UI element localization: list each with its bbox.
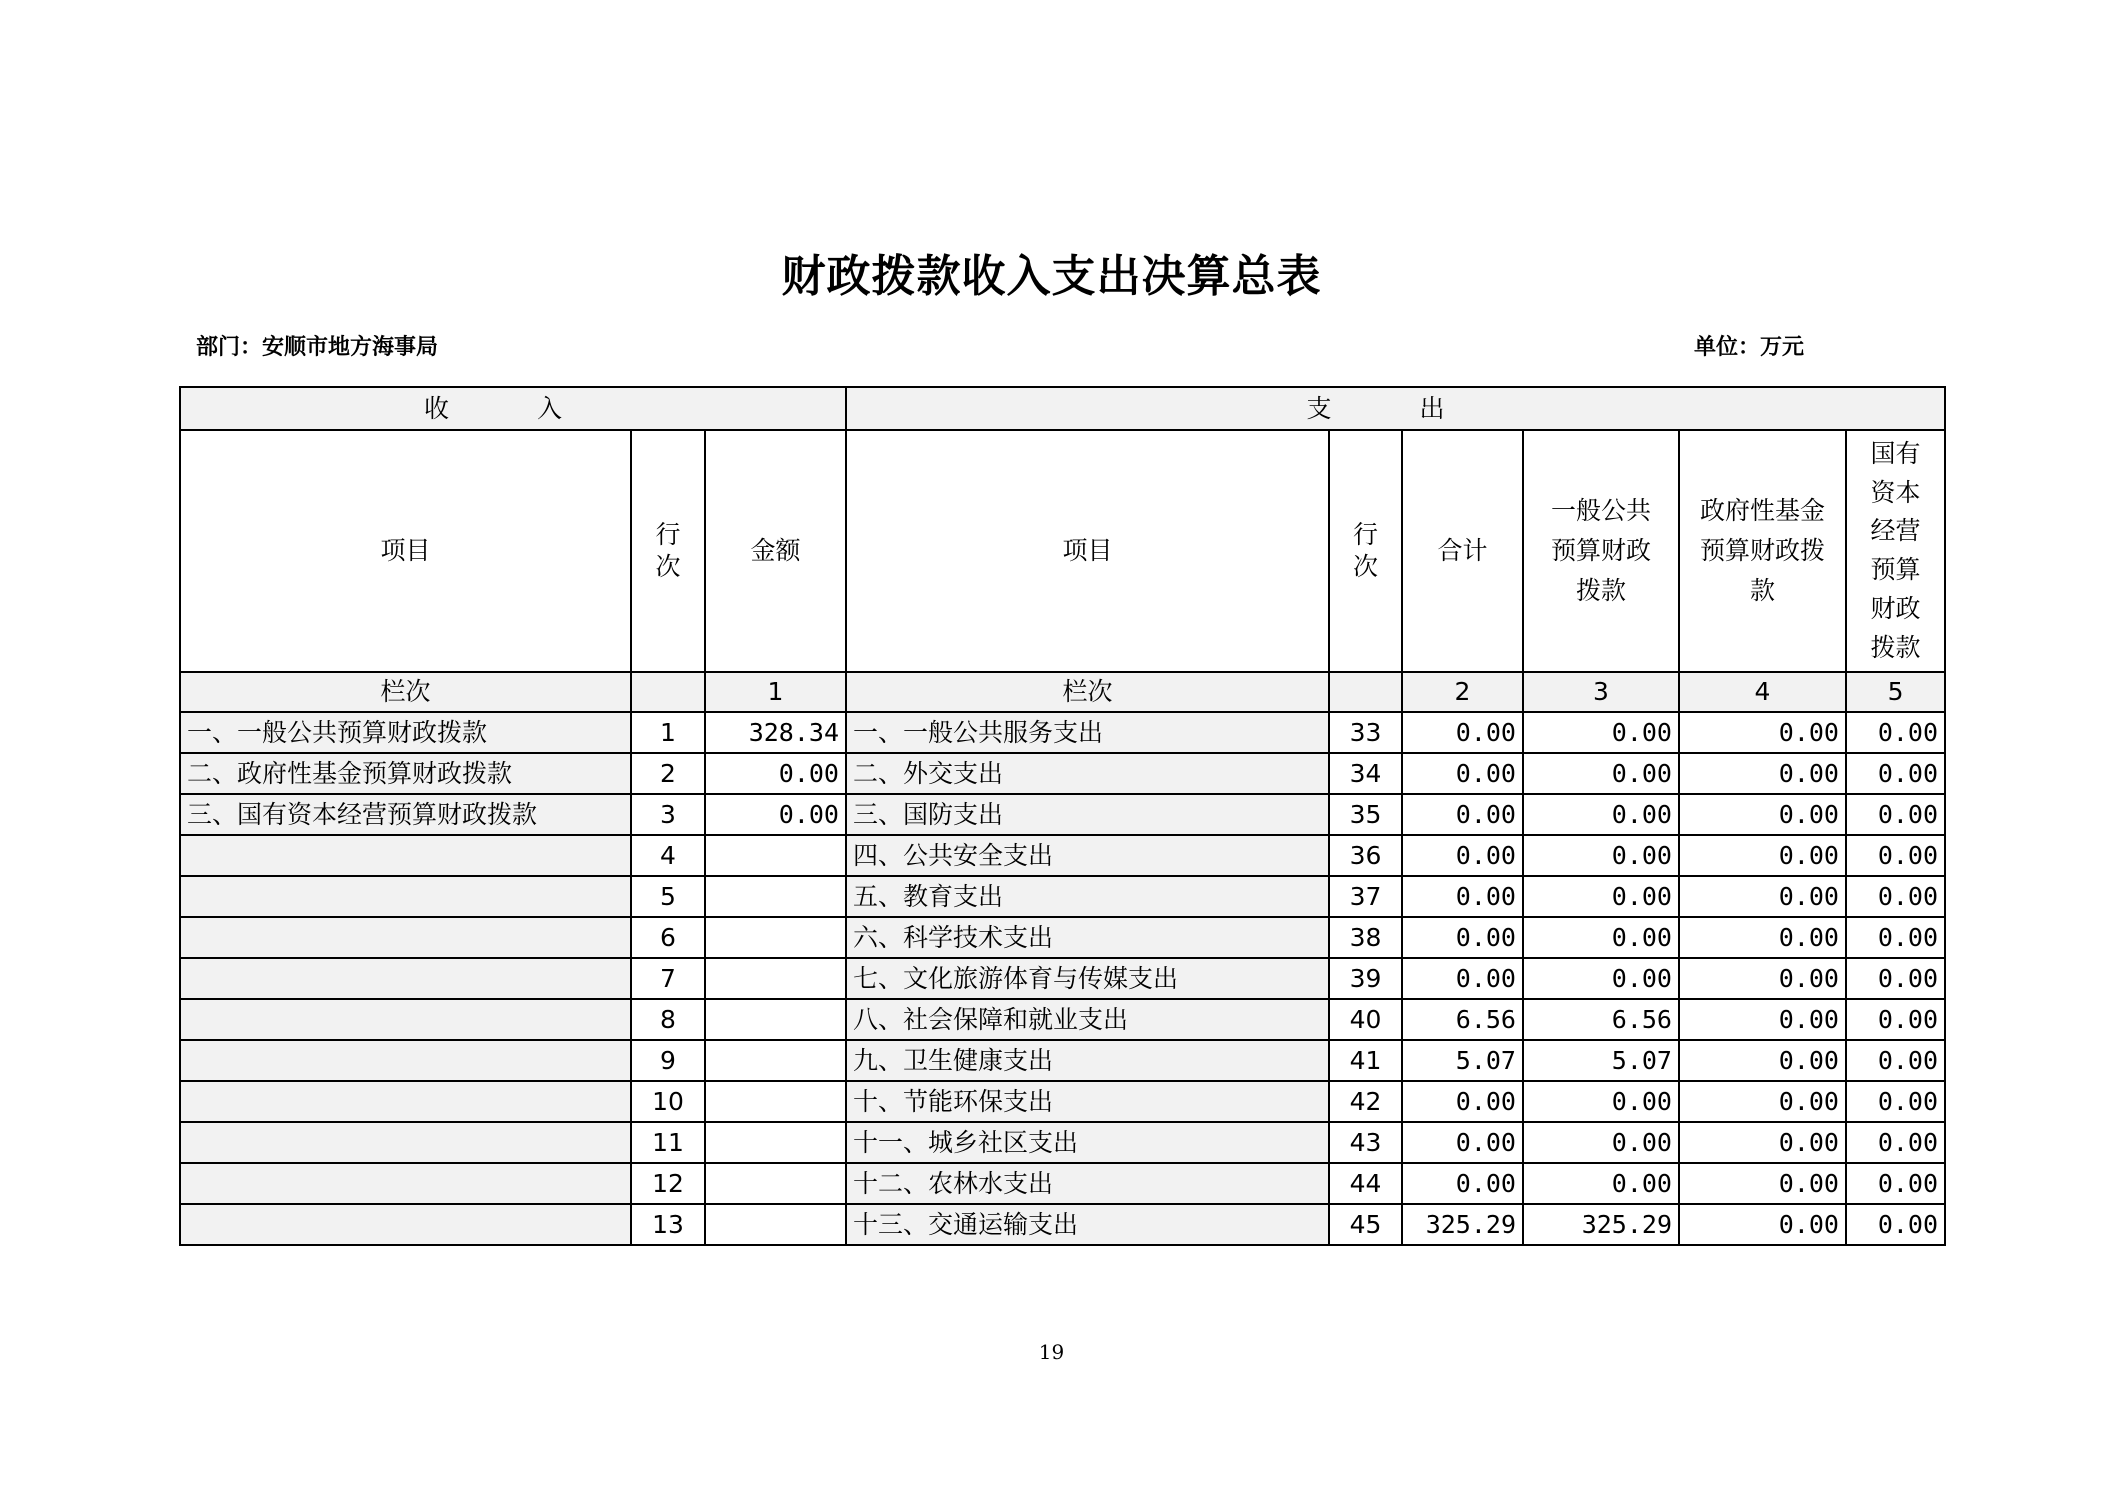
expense-item-cell: 三、国防支出 xyxy=(846,794,1329,835)
page-title: 财政拨款收入支出决算总表 xyxy=(781,251,1322,302)
income-item-cell xyxy=(180,1163,631,1204)
gov-fund-cell: 0.00 xyxy=(1679,835,1846,876)
income-row-no-cell: 11 xyxy=(631,1122,705,1163)
income-item-cell xyxy=(180,876,631,917)
general-budget-cell: 6.56 xyxy=(1523,999,1679,1040)
state-capital-cell: 0.00 xyxy=(1846,1122,1945,1163)
state-capital-cell: 0.00 xyxy=(1846,999,1945,1040)
column-header-row xyxy=(180,430,1945,672)
income-item-cell xyxy=(180,999,631,1040)
general-budget-cell: 0.00 xyxy=(1523,876,1679,917)
income-amount-cell: 0.00 xyxy=(705,753,846,794)
state-capital-cell: 0.00 xyxy=(1846,917,1945,958)
income-item-cell xyxy=(180,1040,631,1081)
total-cell: 0.00 xyxy=(1402,835,1523,876)
state-capital-cell: 0.00 xyxy=(1846,712,1945,753)
state-capital-cell: 0.00 xyxy=(1846,1204,1945,1245)
general-budget-cell: 0.00 xyxy=(1523,917,1679,958)
income-amount-cell xyxy=(705,1122,846,1163)
total-cell: 0.00 xyxy=(1402,753,1523,794)
income-item-header: 项目 xyxy=(180,430,631,672)
section-header-row xyxy=(180,387,1945,430)
gov-fund-cell: 0.00 xyxy=(1679,1081,1846,1122)
state-capital-cell: 0.00 xyxy=(1846,876,1945,917)
general-budget-cell: 0.00 xyxy=(1523,835,1679,876)
expense-row-no-cell: 33 xyxy=(1329,712,1402,753)
income-amount-header: 金额 xyxy=(705,430,846,672)
lanci-col4: 4 xyxy=(1679,672,1846,712)
table-row xyxy=(180,1204,1945,1245)
expense-row-no-cell: 40 xyxy=(1329,999,1402,1040)
lanci-col1: 1 xyxy=(705,672,846,712)
state-capital-cell: 0.00 xyxy=(1846,1163,1945,1204)
expense-item-cell: 十二、农林水支出 xyxy=(846,1163,1329,1204)
gov-fund-header: 政府性基金预算财政拨款 xyxy=(1679,430,1846,672)
income-row-no-cell: 7 xyxy=(631,958,705,999)
budget-table xyxy=(179,386,1946,1246)
table-row xyxy=(180,917,1945,958)
income-row-no-cell: 6 xyxy=(631,917,705,958)
gov-fund-cell: 0.00 xyxy=(1679,876,1846,917)
income-row-no-cell: 12 xyxy=(631,1163,705,1204)
income-amount-cell xyxy=(705,1081,846,1122)
expense-section-header: 支 出 xyxy=(846,387,1945,430)
total-cell: 0.00 xyxy=(1402,794,1523,835)
general-budget-cell: 325.29 xyxy=(1523,1204,1679,1245)
state-capital-cell: 0.00 xyxy=(1846,1040,1945,1081)
income-row-no-header: 行次 xyxy=(631,430,705,672)
general-budget-cell: 5.07 xyxy=(1523,1040,1679,1081)
expense-item-cell: 九、卫生健康支出 xyxy=(846,1040,1329,1081)
income-row-no-cell: 13 xyxy=(631,1204,705,1245)
expense-row-no-cell: 44 xyxy=(1329,1163,1402,1204)
expense-item-cell: 十三、交通运输支出 xyxy=(846,1204,1329,1245)
lanci-col3: 3 xyxy=(1523,672,1679,712)
general-budget-cell: 0.00 xyxy=(1523,1122,1679,1163)
total-cell: 325.29 xyxy=(1402,1204,1523,1245)
expense-row-no-cell: 41 xyxy=(1329,1040,1402,1081)
income-amount-cell xyxy=(705,1204,846,1245)
expense-item-cell: 七、文化旅游体育与传媒支出 xyxy=(846,958,1329,999)
gov-fund-cell: 0.00 xyxy=(1679,999,1846,1040)
total-cell: 0.00 xyxy=(1402,917,1523,958)
expense-item-cell: 六、科学技术支出 xyxy=(846,917,1329,958)
income-row-no-cell: 3 xyxy=(631,794,705,835)
general-budget-header: 一般公共预算财政拨款 xyxy=(1523,430,1679,672)
expense-item-cell: 十、节能环保支出 xyxy=(846,1081,1329,1122)
income-item-cell xyxy=(180,917,631,958)
expense-item-header: 项目 xyxy=(846,430,1329,672)
income-section-header: 收 入 xyxy=(180,387,846,430)
table-row xyxy=(180,876,1945,917)
income-amount-cell xyxy=(705,1040,846,1081)
table-row xyxy=(180,1040,1945,1081)
table-row xyxy=(180,712,1945,753)
income-item-cell: 一、一般公共预算财政拨款 xyxy=(180,712,631,753)
table-row xyxy=(180,999,1945,1040)
table-row xyxy=(180,753,1945,794)
table-row xyxy=(180,1163,1945,1204)
expense-row-no-cell: 37 xyxy=(1329,876,1402,917)
income-item-cell xyxy=(180,1081,631,1122)
gov-fund-cell: 0.00 xyxy=(1679,753,1846,794)
gov-fund-cell: 0.00 xyxy=(1679,794,1846,835)
total-cell: 0.00 xyxy=(1402,1122,1523,1163)
income-amount-cell xyxy=(705,835,846,876)
income-row-no-cell: 1 xyxy=(631,712,705,753)
general-budget-cell: 0.00 xyxy=(1523,794,1679,835)
expense-item-cell: 八、社会保障和就业支出 xyxy=(846,999,1329,1040)
income-row-no-cell: 4 xyxy=(631,835,705,876)
total-cell: 6.56 xyxy=(1402,999,1523,1040)
income-row-no-cell: 10 xyxy=(631,1081,705,1122)
general-budget-cell: 0.00 xyxy=(1523,712,1679,753)
general-budget-cell: 0.00 xyxy=(1523,1081,1679,1122)
table-row xyxy=(180,835,1945,876)
state-capital-cell: 0.00 xyxy=(1846,753,1945,794)
income-item-cell xyxy=(180,958,631,999)
total-cell: 0.00 xyxy=(1402,958,1523,999)
expense-lanci-label: 栏次 xyxy=(846,672,1329,712)
state-capital-cell: 0.00 xyxy=(1846,794,1945,835)
total-cell: 0.00 xyxy=(1402,876,1523,917)
table-row xyxy=(180,958,1945,999)
table-row xyxy=(180,1081,1945,1122)
income-row-no-cell: 5 xyxy=(631,876,705,917)
expense-item-cell: 二、外交支出 xyxy=(846,753,1329,794)
income-amount-cell xyxy=(705,917,846,958)
expense-row-no-cell: 39 xyxy=(1329,958,1402,999)
department-label: 部门：安顺市地方海事局 xyxy=(196,335,439,360)
gov-fund-cell: 0.00 xyxy=(1679,917,1846,958)
income-item-cell: 三、国有资本经营预算财政拨款 xyxy=(180,794,631,835)
total-cell: 0.00 xyxy=(1402,712,1523,753)
lanci-col5: 5 xyxy=(1846,672,1945,712)
income-amount-cell xyxy=(705,999,846,1040)
gov-fund-cell: 0.00 xyxy=(1679,1040,1846,1081)
expense-item-cell: 一、一般公共服务支出 xyxy=(846,712,1329,753)
state-capital-cell: 0.00 xyxy=(1846,835,1945,876)
page-number: 19 xyxy=(1038,1340,1065,1364)
lanci-col2: 2 xyxy=(1402,672,1523,712)
total-cell: 5.07 xyxy=(1402,1040,1523,1081)
expense-row-no-header: 行次 xyxy=(1329,430,1402,672)
expense-row-no-cell: 43 xyxy=(1329,1122,1402,1163)
expense-row-no-cell: 36 xyxy=(1329,835,1402,876)
expense-item-cell: 十一、城乡社区支出 xyxy=(846,1122,1329,1163)
income-item-cell xyxy=(180,1204,631,1245)
total-cell: 0.00 xyxy=(1402,1163,1523,1204)
unit-label: 单位：万元 xyxy=(1694,335,1805,360)
state-capital-header: 国有资本经营预算财政拨款 xyxy=(1846,430,1945,672)
income-row-no-cell: 8 xyxy=(631,999,705,1040)
table-row xyxy=(180,794,1945,835)
income-lanci-label: 栏次 xyxy=(180,672,631,712)
income-item-cell xyxy=(180,835,631,876)
total-cell: 0.00 xyxy=(1402,1081,1523,1122)
general-budget-cell: 0.00 xyxy=(1523,1163,1679,1204)
income-item-cell xyxy=(180,1122,631,1163)
state-capital-cell: 0.00 xyxy=(1846,958,1945,999)
income-amount-cell xyxy=(705,958,846,999)
total-header: 合计 xyxy=(1402,430,1523,672)
expense-item-cell: 四、公共安全支出 xyxy=(846,835,1329,876)
gov-fund-cell: 0.00 xyxy=(1679,958,1846,999)
income-row-no-cell: 9 xyxy=(631,1040,705,1081)
gov-fund-cell: 0.00 xyxy=(1679,1204,1846,1245)
table-row xyxy=(180,1122,1945,1163)
income-amount-cell xyxy=(705,876,846,917)
income-amount-cell: 328.34 xyxy=(705,712,846,753)
expense-lanci-blank xyxy=(1329,672,1402,712)
expense-row-no-cell: 45 xyxy=(1329,1204,1402,1245)
expense-row-no-cell: 35 xyxy=(1329,794,1402,835)
lanci-row xyxy=(180,672,1945,712)
income-amount-cell xyxy=(705,1163,846,1204)
income-lanci-blank xyxy=(631,672,705,712)
income-item-cell: 二、政府性基金预算财政拨款 xyxy=(180,753,631,794)
general-budget-cell: 0.00 xyxy=(1523,753,1679,794)
expense-row-no-cell: 42 xyxy=(1329,1081,1402,1122)
expense-row-no-cell: 34 xyxy=(1329,753,1402,794)
state-capital-cell: 0.00 xyxy=(1846,1081,1945,1122)
income-amount-cell: 0.00 xyxy=(705,794,846,835)
gov-fund-cell: 0.00 xyxy=(1679,1122,1846,1163)
general-budget-cell: 0.00 xyxy=(1523,958,1679,999)
expense-item-cell: 五、教育支出 xyxy=(846,876,1329,917)
expense-row-no-cell: 38 xyxy=(1329,917,1402,958)
gov-fund-cell: 0.00 xyxy=(1679,1163,1846,1204)
gov-fund-cell: 0.00 xyxy=(1679,712,1846,753)
income-row-no-cell: 2 xyxy=(631,753,705,794)
